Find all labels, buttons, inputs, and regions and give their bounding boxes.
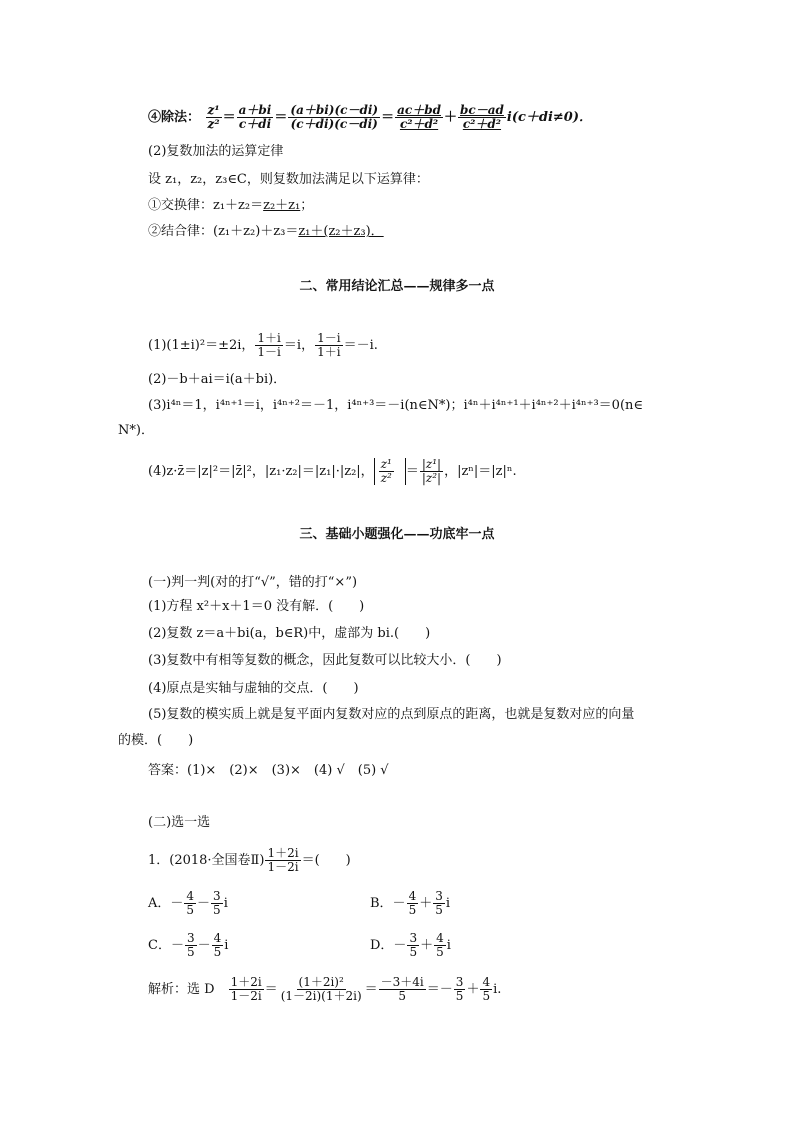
add-law-title: (2)复数加法的运算定律	[148, 144, 284, 159]
fraction: $\frac{1+2i}{1-2i}$	[267, 846, 299, 874]
division-rule: ④除法： $\frac{\text{z¹}}{\text{z²}}$ ＝ $\frac{a+bi}{c+di}$ ＝ $\frac{(a+bi)(c-di)}{(c+di)(c-di)}$ ＝ $\frac{ac+bd}{\text{c²＋d²}}$ ＋ $\frac{bc-ad}{\text{c²＋d²}}$ i(c＋di≠0)．	[148, 103, 592, 131]
option-a[interactable]: A．－ $\frac{4}{5}$ － $\frac{3}{5}$ i	[148, 889, 228, 917]
question-1: 1．(2018·全国卷Ⅱ) $\frac{1+2i}{1-2i}$ ＝( )	[148, 846, 351, 874]
judge-item-cont: 的模．( )	[118, 733, 194, 748]
fraction: $\frac{1-i}{1+i}$	[317, 331, 341, 359]
choose-title: (二)选一选	[148, 815, 211, 830]
commutative-law: ①交换律：z₁＋z₂＝z₂＋z₁；	[148, 198, 314, 213]
judge-item: (1)方程 x²＋x＋1＝0 没有解．( )	[148, 599, 365, 614]
fraction: $\frac{1+i}{1-i}$	[257, 331, 281, 359]
judge-item: (3)复数中有相等复数的概念，因此复数可以比较大小．( )	[148, 653, 502, 668]
conclusion-1: (1)(1±i)²＝±2i， $\frac{1+i}{1-i}$ ＝i， $\frac{1-i}{1+i}$ ＝－i.	[148, 331, 378, 359]
answers: 答案：(1)× (2)× (3)× (4) √ (5) √	[148, 763, 389, 778]
option-c[interactable]: C．－ $\frac{3}{5}$ － $\frac{4}{5}$ i	[148, 931, 229, 959]
fraction: $\frac{bc-ad}{\text{c²＋d²}}$	[460, 103, 504, 131]
division-label: ④除法：	[148, 110, 201, 125]
conclusion-3-cont: N*)．	[118, 423, 154, 438]
conclusion-4: (4)z·z̄＝|z|²＝|z̄|²，|z₁·z₂|＝|z₁|·|z₂|， $\frac{\text{z¹}}{\text{z²}}$ ＝ $\frac{\text{|z¹|}}{\text{|z²|}}$ ，|zⁿ|＝|z|ⁿ.	[148, 457, 517, 485]
section-heading: 三、基础小题强化——功底牢一点	[299, 527, 495, 542]
option-d[interactable]: D．－ $\frac{3}{5}$ ＋ $\frac{4}{5}$ i	[370, 931, 451, 959]
conclusion-2: (2)－b＋ai＝i(a＋bi)．	[148, 372, 287, 387]
add-law-intro: 设 z₁，z₂，z₃∈C，则复数加法满足以下运算律：	[148, 172, 429, 187]
associative-law: ②结合律：(z₁＋z₂)＋z₃＝z₁＋(z₂＋z₃)．	[148, 224, 384, 239]
fraction: $\frac{ac+bd}{\text{c²＋d²}}$	[397, 103, 441, 131]
fraction: $\frac{\text{|z¹|}}{\text{|z²|}}$	[421, 457, 442, 485]
fraction: $\frac{(a+bi)(c-di)}{(c+di)(c-di)}$	[290, 103, 379, 131]
fraction: $\frac{a+bi}{c+di}$	[238, 103, 272, 131]
judge-item: (5)复数的模实质上就是复平面内复数对应的点到原点的距离，也就是复数对应的向量	[148, 707, 635, 722]
absolute-value: $\frac{\text{z¹}}{\text{z²}}$	[374, 458, 406, 485]
solution: 解析：选 D $\frac{1+2i}{1-2i}$ ＝ $\frac{\text{(1＋2i)²}}{(1-2i)(1+2i)}$ ＝ $\frac{-3+4i}{5}$ ＝－ $\frac{3}{5}$ ＋ $\frac{4}{5}$ i.	[148, 975, 502, 1003]
conclusion-3: (3)i⁴ⁿ＝1，i⁴ⁿ⁺¹＝i，i⁴ⁿ⁺²＝－1，i⁴ⁿ⁺³＝－i(n∈N*)；i⁴ⁿ＋i⁴ⁿ⁺¹＋i⁴ⁿ⁺²＋i⁴ⁿ⁺³＝0(n∈	[148, 398, 644, 413]
judge-title: (一)判一判(对的打“√”，错的打“×”)	[148, 575, 358, 590]
judge-item: (4)原点是实轴与虚轴的交点．( )	[148, 681, 359, 696]
section-heading: 二、常用结论汇总——规律多一点	[299, 279, 495, 294]
fraction: $\frac{\text{z¹}}{\text{z²}}$	[207, 103, 220, 131]
judge-item: (2)复数 z＝a＋bi(a，b∈R)中，虚部为 bi.( )	[148, 626, 431, 641]
option-b[interactable]: B．－ $\frac{4}{5}$ ＋ $\frac{3}{5}$ i	[370, 889, 451, 917]
